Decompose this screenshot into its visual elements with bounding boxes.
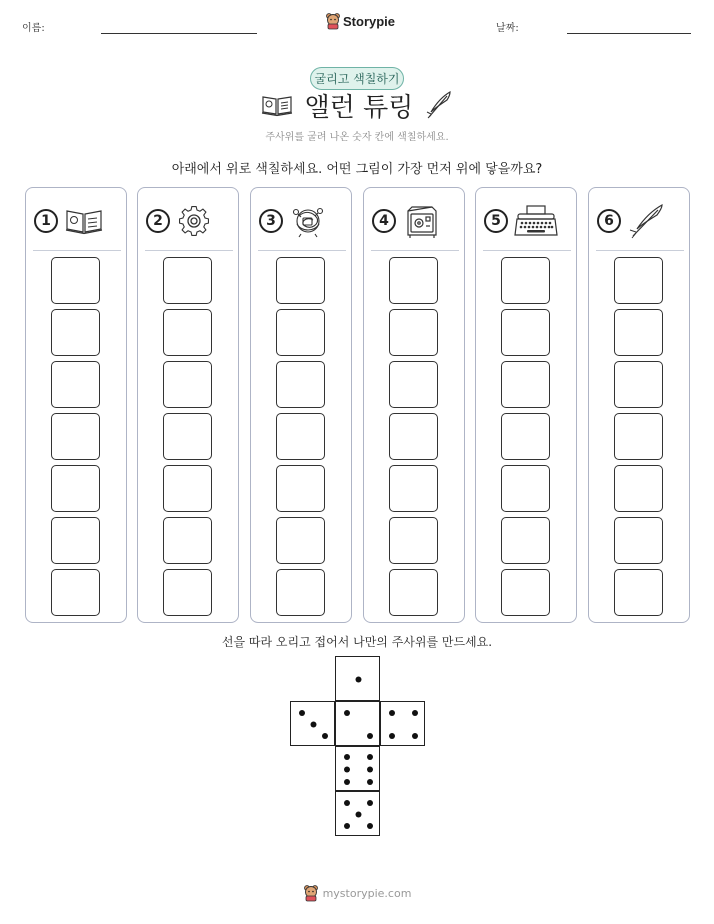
dice-face-4 xyxy=(380,701,425,746)
color-cell[interactable] xyxy=(276,361,325,408)
column-header xyxy=(597,204,683,238)
feather-quill-icon xyxy=(425,90,453,120)
tangled-circuit-icon xyxy=(289,204,327,238)
open-book-icon xyxy=(261,93,293,117)
color-cells xyxy=(614,257,663,621)
column-divider xyxy=(258,250,346,251)
column-number: 1 xyxy=(34,209,58,233)
safe-icon xyxy=(402,203,440,239)
column-number: 6 xyxy=(597,209,621,233)
column-header xyxy=(259,204,345,238)
color-cell[interactable] xyxy=(389,465,438,512)
color-cell[interactable] xyxy=(276,465,325,512)
column-header xyxy=(372,204,458,238)
color-cell[interactable] xyxy=(51,361,100,408)
color-cell[interactable] xyxy=(614,517,663,564)
color-cell[interactable] xyxy=(501,465,550,512)
footer xyxy=(0,884,714,902)
color-cell[interactable] xyxy=(276,413,325,460)
column-number: 3 xyxy=(259,209,283,233)
color-cell[interactable] xyxy=(276,309,325,356)
color-cells xyxy=(276,257,325,621)
color-cells xyxy=(51,257,100,621)
color-column-4 xyxy=(363,187,465,623)
typewriter-icon xyxy=(514,204,558,238)
color-column-5 xyxy=(475,187,577,623)
brand-name: Storypie xyxy=(343,13,396,29)
color-cell[interactable] xyxy=(501,361,550,408)
color-cell[interactable] xyxy=(614,309,663,356)
color-cell[interactable] xyxy=(163,569,212,616)
column-number: 2 xyxy=(146,209,170,233)
color-cell[interactable] xyxy=(614,361,663,408)
name-write-line xyxy=(101,33,257,34)
dice-face-3 xyxy=(290,701,335,746)
color-cell[interactable] xyxy=(501,257,550,304)
color-cell[interactable] xyxy=(276,517,325,564)
color-cell[interactable] xyxy=(163,257,212,304)
color-cell[interactable] xyxy=(389,517,438,564)
date-label: 날짜: xyxy=(496,23,519,34)
date-write-line xyxy=(567,33,691,34)
dice-face-5 xyxy=(335,791,380,836)
column-header xyxy=(34,204,120,238)
color-column-3 xyxy=(250,187,352,623)
color-cell[interactable] xyxy=(501,517,550,564)
column-divider xyxy=(483,250,571,251)
color-cell[interactable] xyxy=(51,413,100,460)
feather-quill-icon xyxy=(627,203,665,239)
column-divider xyxy=(145,250,233,251)
column-number: 5 xyxy=(484,209,508,233)
color-cell[interactable] xyxy=(501,413,550,460)
color-cells xyxy=(389,257,438,621)
page-title: 앨런 튜링 xyxy=(304,92,414,123)
color-cell[interactable] xyxy=(163,413,212,460)
color-cells xyxy=(163,257,212,621)
color-cell[interactable] xyxy=(51,309,100,356)
dice-face-1 xyxy=(335,656,380,701)
instruction: 아래에서 위로 색칠하세요. 어떤 그림이 가장 먼저 위에 닿을까요? xyxy=(171,162,543,177)
color-cell[interactable] xyxy=(389,257,438,304)
subtitle: 주사위를 굴려 나온 숫자 칸에 색칠하세요. xyxy=(265,132,449,143)
color-cell[interactable] xyxy=(163,309,212,356)
column-divider xyxy=(371,250,459,251)
mascot-icon xyxy=(325,12,341,30)
color-cell[interactable] xyxy=(389,361,438,408)
color-cell[interactable] xyxy=(276,569,325,616)
color-cell[interactable] xyxy=(163,517,212,564)
open-book-icon xyxy=(64,206,104,236)
color-column-1 xyxy=(25,187,127,623)
color-cell[interactable] xyxy=(614,257,663,304)
color-cell[interactable] xyxy=(163,465,212,512)
color-cell[interactable] xyxy=(614,569,663,616)
color-cell[interactable] xyxy=(163,361,212,408)
color-cell[interactable] xyxy=(389,309,438,356)
color-cell[interactable] xyxy=(614,465,663,512)
color-cell[interactable] xyxy=(389,413,438,460)
color-cell[interactable] xyxy=(51,517,100,564)
column-number: 4 xyxy=(372,209,396,233)
column-header xyxy=(484,204,570,238)
activity-badge: 굴리고 색칠하기 xyxy=(310,67,404,90)
color-cell[interactable] xyxy=(614,413,663,460)
color-cell[interactable] xyxy=(51,465,100,512)
gear-icon xyxy=(176,204,212,238)
color-cell[interactable] xyxy=(51,569,100,616)
color-cell[interactable] xyxy=(51,257,100,304)
name-label: 이름: xyxy=(22,23,45,34)
footer-url[interactable]: mystorypie.com xyxy=(322,886,412,900)
color-cells xyxy=(501,257,550,621)
color-cell[interactable] xyxy=(276,257,325,304)
column-header xyxy=(146,204,232,238)
dice-face-6 xyxy=(335,746,380,791)
color-cell[interactable] xyxy=(501,569,550,616)
color-cell[interactable] xyxy=(389,569,438,616)
brand-logo xyxy=(325,12,395,30)
column-divider xyxy=(596,250,684,251)
column-divider xyxy=(33,250,121,251)
color-column-6 xyxy=(588,187,690,623)
mascot-icon xyxy=(303,884,319,902)
color-cell[interactable] xyxy=(501,309,550,356)
dice-face-2 xyxy=(335,701,380,746)
cut-instruction: 선을 따라 오리고 접어서 나만의 주사위를 만드세요. xyxy=(221,635,493,649)
color-column-2 xyxy=(137,187,239,623)
title-row xyxy=(0,88,714,122)
